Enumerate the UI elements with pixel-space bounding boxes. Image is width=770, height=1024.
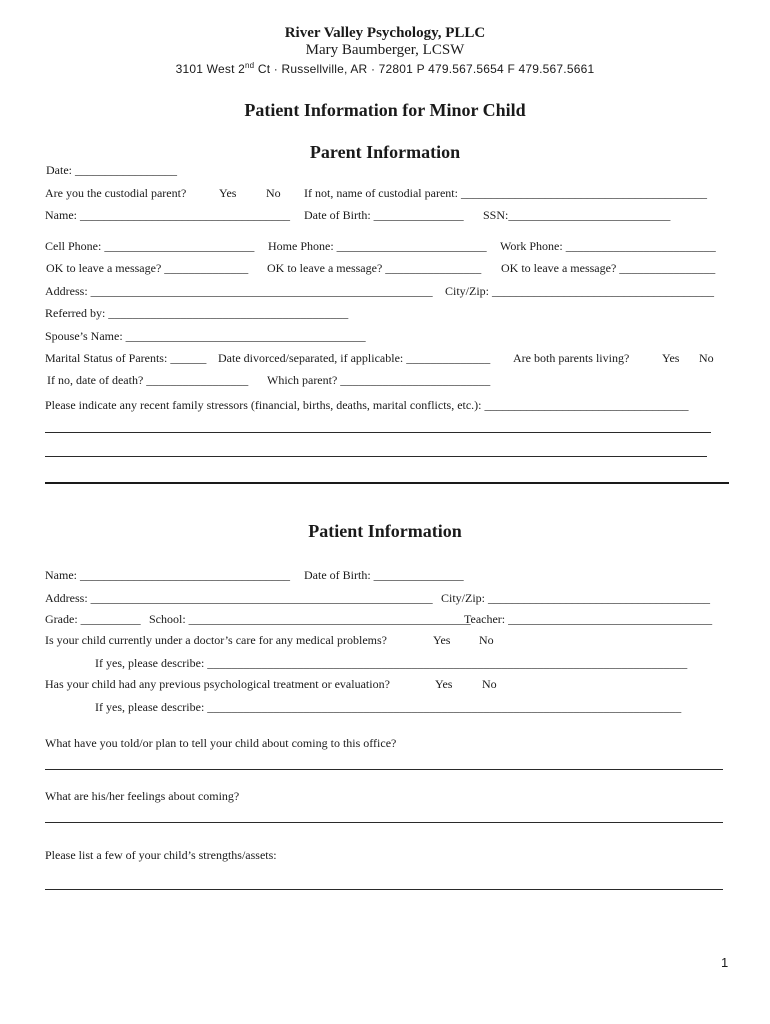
feelings-answer-line[interactable] (45, 822, 723, 823)
home-message-ok-field[interactable]: OK to leave a message? ________________ (267, 261, 482, 275)
feelings-question: What are his/her feelings about coming? (45, 789, 240, 803)
referred-by-field[interactable]: Referred by: ________________________________________ (45, 306, 349, 320)
divorce-date-field[interactable]: Date divorced/separated, if applicable: ______________ (218, 351, 491, 365)
patient-cityzip-field[interactable]: City/Zip: _____________________________________ (441, 591, 711, 605)
doctor-care-no-option[interactable]: No (479, 633, 494, 647)
parent-section-heading: Parent Information (309, 142, 461, 162)
patient-dob-field[interactable]: Date of Birth: _______________ (304, 568, 464, 582)
marital-status-field[interactable]: Marital Status of Parents: ______ (45, 351, 207, 365)
psych-treatment-question: Has your child had any previous psychological treatment or evaluation? (45, 677, 390, 691)
work-message-ok-field[interactable]: OK to leave a message? ________________ (501, 261, 716, 275)
section-divider (45, 482, 729, 484)
custodial-yes-option[interactable]: Yes (219, 186, 237, 200)
practice-address: 3101 West 2nd Ct · Russellville, AR · 72801 P 479.567.5654 F 479.567.5661 (175, 61, 595, 76)
parent-name-field[interactable]: Name: ___________________________________ (45, 208, 290, 222)
parents-living-no-option[interactable]: No (699, 351, 714, 365)
page-number: 1 (721, 955, 729, 970)
told-child-answer-line[interactable] (45, 769, 723, 770)
psych-treatment-no-option[interactable]: No (482, 677, 497, 691)
parent-dob-field[interactable]: Date of Birth: _______________ (304, 208, 464, 222)
custodial-parent-name-field[interactable]: If not, name of custodial parent: _________________________________________ (304, 186, 707, 200)
cell-phone-field[interactable]: Cell Phone: _________________________ (45, 239, 255, 253)
patient-name-field[interactable]: Name: ___________________________________ (45, 568, 290, 582)
page-title: Patient Information for Minor Child (244, 100, 526, 120)
doctor-care-describe-field[interactable]: If yes, please describe: ________________________________________________________________________________ (95, 656, 688, 670)
stressors-answer-line-2[interactable] (45, 456, 707, 457)
parent-date-field[interactable]: Date: _________________ (46, 163, 177, 177)
family-stressors-field[interactable]: Please indicate any recent family stressors (financial, births, deaths, marital conflicts, etc.): __________________________________ (45, 398, 689, 412)
home-phone-field[interactable]: Home Phone: _________________________ (268, 239, 487, 253)
parent-address-field[interactable]: Address: _________________________________________________________ (45, 284, 433, 298)
parent-cityzip-field[interactable]: City/Zip: _____________________________________ (445, 284, 715, 298)
psych-treatment-yes-option[interactable]: Yes (435, 677, 453, 691)
strengths-question: Please list a few of your child’s strengths/assets: (45, 848, 277, 862)
school-field[interactable]: School: _______________________________________________ (149, 612, 471, 626)
death-date-field[interactable]: If no, date of death? _________________ (47, 373, 249, 387)
grade-field[interactable]: Grade: __________ (45, 612, 141, 626)
cell-message-ok-field[interactable]: OK to leave a message? ______________ (46, 261, 249, 275)
parent-ssn-field[interactable]: SSN:___________________________ (483, 208, 671, 222)
which-parent-field[interactable]: Which parent? _________________________ (267, 373, 491, 387)
work-phone-field[interactable]: Work Phone: _________________________ (500, 239, 716, 253)
spouse-name-field[interactable]: Spouse’s Name: ________________________________________ (45, 329, 366, 343)
psych-treatment-describe-field[interactable]: If yes, please describe: _______________________________________________________________________________ (95, 700, 682, 714)
strengths-answer-line[interactable] (45, 889, 723, 890)
patient-section-heading: Patient Information (308, 521, 462, 541)
parents-living-question: Are both parents living? (513, 351, 630, 365)
teacher-field[interactable]: Teacher: __________________________________ (464, 612, 713, 626)
custodial-question: Are you the custodial parent? (45, 186, 187, 200)
practice-name: River Valley Psychology, PLLC (284, 25, 486, 41)
doctor-care-yes-option[interactable]: Yes (433, 633, 451, 647)
told-child-question: What have you told/or plan to tell your child about coming to this office? (45, 736, 397, 750)
patient-address-field[interactable]: Address: _________________________________________________________ (45, 591, 433, 605)
parents-living-yes-option[interactable]: Yes (662, 351, 680, 365)
doctor-care-question: Is your child currently under a doctor’s care for any medical problems? (45, 633, 387, 647)
stressors-answer-line-1[interactable] (45, 432, 711, 433)
provider-name: Mary Baumberger, LCSW (305, 42, 465, 58)
custodial-no-option[interactable]: No (266, 186, 281, 200)
